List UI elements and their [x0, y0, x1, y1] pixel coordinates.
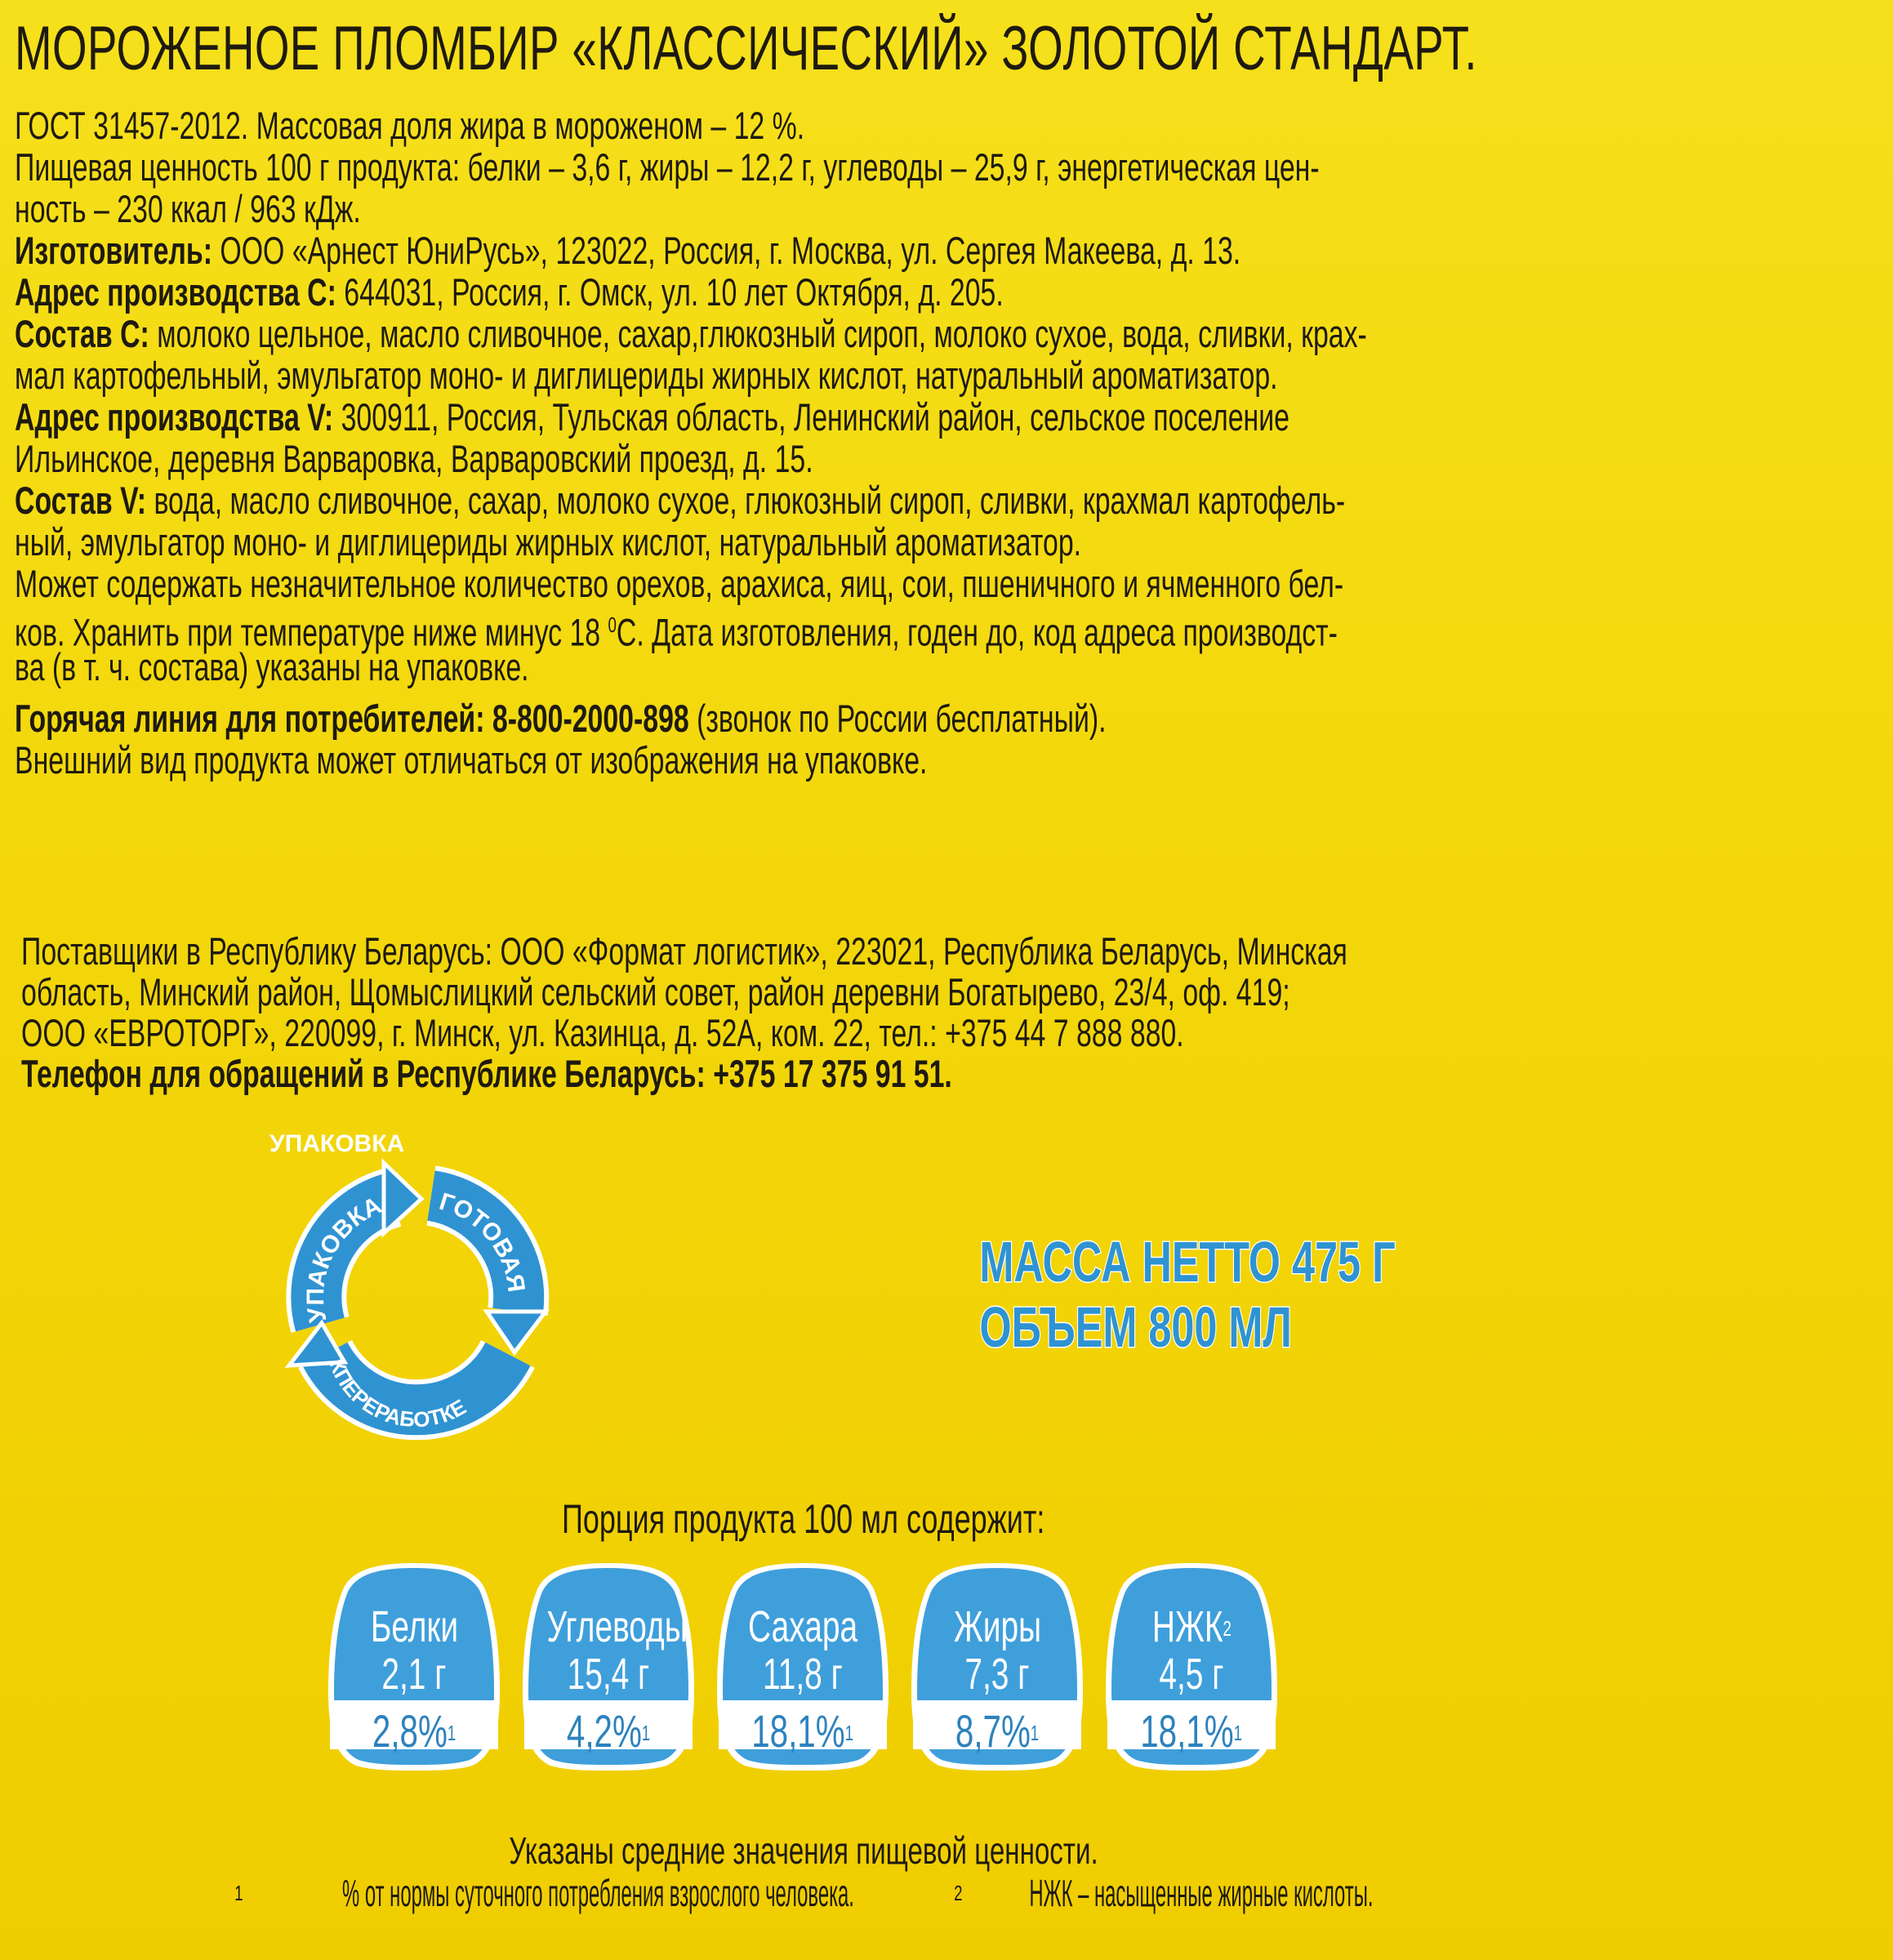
nutrition-line-1: Пищевая ценность 100 г продукта: белки – 3,6 г, жиры – 12,2 г, углеводы – 25,9 г, энергетическая цен- [15, 145, 1320, 189]
nutrition-line-2: ность – 230 ккал / 963 кДж. [15, 187, 361, 230]
recycle-text-recycling: КПЕРЕРАБОТКЕ [324, 1355, 470, 1432]
composition-c-line-2: мал картофельный, эмульгатор моно- и диглицериды жирных кислот, натуральный ароматизатор. [15, 354, 1278, 397]
net-mass: МАССА НЕТТО 475 Г [979, 1230, 1396, 1294]
recycle-word-1: УПАКОВКА [269, 1130, 405, 1157]
svg-text:КПЕРЕРАБОТКЕ [324, 1355, 470, 1432]
badge-percent: 18,1%$^1$ [1140, 1705, 1243, 1757]
badge-label: Сахара [747, 1602, 858, 1651]
net-volume: ОБЪЕМ 800 МЛ [979, 1295, 1292, 1359]
address-v-line-2: Ильинское, деревня Варваровка, Варваровский проезд, д. 15. [15, 437, 813, 480]
nutrition-badge [519, 1560, 697, 1772]
hotline-line [15, 697, 1367, 739]
address-v-value-1: 300911, Россия, Тульская область, Ленинский район, сельское поселение [333, 395, 1289, 439]
nutrition-badges [325, 1560, 1282, 1772]
belarus-phone [21, 1054, 1347, 1094]
manufacturer-label: Изготовитель: [15, 229, 212, 272]
address-v-line-1 [15, 396, 1367, 438]
nutrition-badge [908, 1560, 1086, 1772]
nutrition-badge [714, 1560, 892, 1772]
gost-line: ГОСТ 31457-2012. Массовая доля жира в мороженом – 12 %. [15, 104, 805, 147]
composition-v-line-1 [15, 479, 1367, 521]
belarus-line-2: область, Минский район, Щомыслицкий сельский совет, район деревни Богатырево, 23/4, оф. 419; [21, 970, 1290, 1013]
composition-c-value-1: молоко цельное, масло сливочное, сахар,глюкозный сироп, молоко сухое, вода, сливки, крах- [149, 312, 1367, 355]
footnote-mark-1: 1 [234, 1881, 243, 1905]
address-c-line [15, 271, 1367, 313]
nutrition-badge [1102, 1560, 1281, 1772]
nutrition-badge [325, 1560, 503, 1772]
badge-label: Жиры [953, 1602, 1041, 1651]
appearance-note: Внешний вид продукта может отличаться от изображения на упаковке. [15, 738, 928, 782]
badge-amount: 15,4 г [567, 1650, 650, 1699]
hotline-note: (звонок по России бесплатный). [688, 697, 1107, 740]
recycle-text-ready: ГОТОВАЯ [436, 1187, 530, 1294]
allergen-line-2-a: ков. Хранить при температуре ниже минус 18 [15, 610, 608, 654]
footnotes [0, 1829, 1606, 1914]
belarus-suppliers [21, 931, 1863, 1094]
badge-amount: 4,5 г [1159, 1650, 1224, 1699]
portion-title-text: Порция продукта 100 мл содержит: [561, 1496, 1045, 1542]
badge-label: НЖК$^2$ [1151, 1602, 1232, 1651]
belarus-line-1: Поставщики в Республику Беларусь: ООО «Формат логистик», 223021, Республика Беларусь, Минская [21, 929, 1347, 973]
badge-amount: 11,8 г [763, 1650, 843, 1699]
belarus-line-3: ООО «ЕВРОТОРГ», 220099, г. Минск, ул. Казинца, д. 52А, ком. 22, тел.: +375 44 7 888 880. [21, 1011, 1184, 1054]
footnote-line-2 [234, 1872, 1440, 1914]
degree-mark: 0 [608, 612, 617, 637]
manufacturer-value: ООО «Арнест ЮниРусь», 123022, Россия, г. Москва, ул. Сергея Макеева, д. 13. [212, 229, 1241, 272]
allergen-line-2 [15, 604, 1367, 654]
composition-c-line-1 [15, 313, 1367, 354]
badge-label: Углеводы [546, 1602, 688, 1651]
address-c-label: Адрес производства С: [15, 270, 336, 314]
badge-amount: 7,3 г [964, 1650, 1030, 1699]
allergen-line-2-b: С. Дата изготовления, годен до, код адреса производст- [616, 610, 1338, 654]
badge-percent: 8,7%$^1$ [955, 1705, 1040, 1757]
svg-text:ГОТОВАЯ [436, 1188, 530, 1294]
footnote-line-1: Указаны средние значения пищевой ценности. [508, 1829, 1098, 1872]
net-weight-block [927, 1229, 1396, 1360]
belarus-phone-text: Телефон для обращений в Республике Беларусь: +375 17 375 91 51. [21, 1052, 952, 1095]
recycle-icon [269, 1130, 563, 1446]
badge-percent: 4,2%$^1$ [566, 1705, 651, 1757]
badge-amount: 2,1 г [381, 1650, 447, 1699]
composition-c-label: Состав С: [15, 312, 149, 355]
badge-percent: 18,1%$^1$ [751, 1705, 854, 1757]
footnote-line-2-a: % от нормы суточного потребления взрослого человека. [342, 1872, 855, 1914]
svg-text:УПАКОВКА [302, 1192, 385, 1324]
portion-title [0, 1494, 1606, 1544]
footnote-line-2-b: НЖК – насыщенные жирные кислоты. [1029, 1872, 1374, 1914]
recycle-text-packaging: УПАКОВКА [302, 1192, 386, 1325]
address-v-label: Адрес производства V: [15, 395, 334, 439]
composition-v-value-1: вода, масло сливочное, сахар, молоко сухое, глюкозный сироп, сливки, крахмал картофель- [146, 479, 1346, 522]
address-c-value: 644031, Россия, г. Омск, ул. 10 лет Октября, д. 205. [336, 270, 1004, 314]
composition-v-label: Состав V: [15, 479, 147, 522]
badge-percent: 2,8%$^1$ [372, 1705, 457, 1757]
allergen-line-1: Может содержать незначительное количество орехов, арахиса, яиц, сои, пшеничного и ячменного бел- [15, 562, 1344, 605]
product-info [15, 105, 1893, 781]
hotline-label: Горячая линия для потребителей: 8-800-2000-898 [15, 697, 689, 740]
product-title: МОРОЖЕНОЕ ПЛОМБИР «КЛАССИЧЕСКИЙ» ЗОЛОТОЙ СТАНДАРТ. [15, 14, 1477, 83]
badge-label: Белки [370, 1602, 458, 1651]
footnote-mark-2: 2 [954, 1881, 963, 1905]
composition-v-line-2: ный, эмульгатор моно- и диглицериды жирных кислот, натуральный ароматизатор. [15, 520, 1082, 564]
allergen-line-3: ва (в т. ч. состава) указаны на упаковке. [15, 645, 529, 688]
manufacturer-line [15, 229, 1367, 271]
